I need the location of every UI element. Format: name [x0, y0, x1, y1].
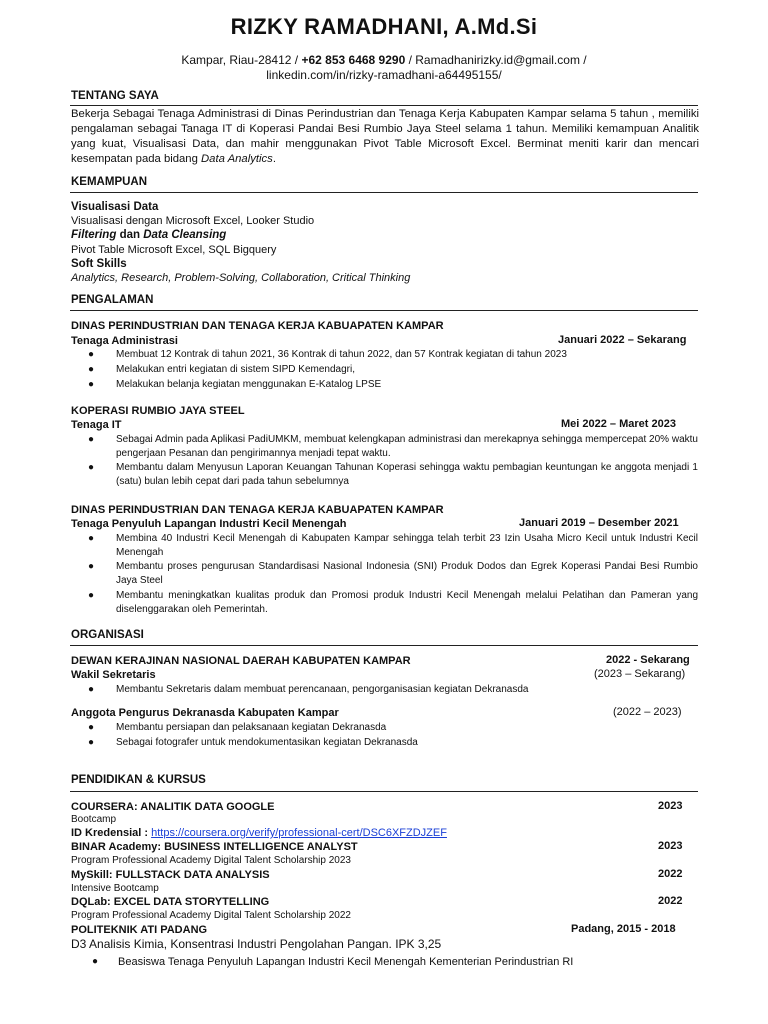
bullet-dot: ● [88, 684, 95, 695]
course-year: 2022 [658, 895, 683, 907]
org-role-2-bullet: Membantu persiapan dan pelaksanaan kegiatan Dekranasda [116, 722, 387, 733]
contact-email[interactable]: / Ramadhanirizky.id@gmail.com / [408, 53, 587, 67]
org-role-1-bullet: Membantu Sekretaris dalam membuat perencanaan, pengorganisasian kegiatan Dekranasda [116, 684, 529, 695]
bullet-dot: ● [88, 379, 95, 390]
skill-filtering-title [71, 228, 226, 242]
job-bullet: Membantu dalam Menyusun Laporan Keuangan Tahunan Koperasi sehingga waktu pembagian keuntungan ke anggota menjadi 1 (satu) bulan lebih cepat dari pada tahun sebelumnya [116, 462, 698, 487]
skill-filtering-a: Filtering [71, 229, 117, 241]
job-bullet: Melakukan belanja kegiatan menggunakan E-Katalog LPSE [116, 379, 382, 390]
section-divider [70, 192, 698, 193]
job-bullet: Melakukan entri kegiatan di sistem SIPD Kemendagri, [116, 364, 356, 375]
job-org: DINAS PERINDUSTRIAN DAN TENAGA KERJA KABUAPATEN KAMPAR [71, 320, 444, 332]
course-year: 2023 [658, 800, 683, 812]
bullet-dot: ● [88, 737, 95, 748]
section-divider [70, 645, 698, 646]
bullet-dot: ● [88, 533, 95, 544]
org-role-2: Anggota Pengurus Dekranasda Kabupaten Kampar [71, 707, 339, 719]
job-bullet: Membantu proses pengurusan Standardisasi Nasional Indonesia (SNI) Produk Dodos dan Egrek Koperasi Pandai Besi Rumbio Jaya Steel [116, 561, 698, 586]
section-title-education: PENDIDIKAN & KURSUS [71, 774, 206, 786]
job-period: Januari 2019 – Desember 2021 [519, 517, 679, 529]
job-bullet: Membuat 12 Kontrak di tahun 2021, 36 Kontrak di tahun 2022, dan 57 Kontrak kegiatan di tahun 2023 [116, 349, 567, 360]
course-desc: Program Professional Academy Digital Talent Scholarship 2023 [71, 855, 351, 866]
credential-label: ID Kredensial : [71, 827, 149, 839]
bullet-dot: ● [92, 956, 99, 967]
contact-location: Kampar, Riau-28412 / [181, 53, 299, 67]
school-bullet: Beasiswa Tenaga Penyuluh Lapangan Industri Kecil Menengah Kementerian Perindustrian RI [118, 956, 574, 968]
org-role-2-period: (2022 – 2023) [613, 706, 682, 718]
school-desc: D3 Analisis Kimia, Konsentrasi Industri Pengolahan Pangan. IPK 3,25 [71, 937, 442, 951]
course-title: DQLab: EXCEL DATA STORYTELLING [71, 896, 270, 908]
candidate-name: RIZKY RAMADHANI, A.Md.Si [230, 14, 538, 39]
bullet-dot: ● [88, 462, 95, 473]
org-period: 2022 - Sekarang [606, 654, 690, 666]
skill-filtering-c: Data Cleansing [143, 229, 227, 241]
section-title-about: TENTANG SAYA [71, 90, 159, 102]
section-title-organization: ORGANISASI [71, 629, 144, 641]
org-role-1: Wakil Sekretaris [71, 669, 156, 681]
job-org: KOPERASI RUMBIO JAYA STEEL [71, 405, 245, 417]
section-divider [70, 105, 698, 106]
course-title: BINAR Academy: BUSINESS INTELLIGENCE ANALYST [71, 841, 358, 853]
section-divider [70, 791, 698, 792]
job-bullet: Membina 40 Industri Kecil Menengah di Kabupaten Kampar sehingga telah terbit 23 Izin Usaha Micro Kecil untuk Industri Kecil Menengah [116, 533, 698, 558]
course-title: COURSERA: ANALITIK DATA GOOGLE [71, 801, 275, 813]
contact-linkedin[interactable]: linkedin.com/in/rizky-ramadhani-a64495155/ [266, 68, 502, 82]
skill-filtering-b: dan [119, 229, 141, 241]
section-title-skills: KEMAMPUAN [71, 176, 148, 188]
bullet-dot: ● [88, 722, 95, 733]
org-role-1-period: (2023 – Sekarang) [594, 668, 686, 680]
skill-soft-desc: Analytics, Research, Problem-Solving, Collaboration, Critical Thinking [71, 272, 411, 284]
job-org: DINAS PERINDUSTRIAN DAN TENAGA KERJA KABUAPATEN KAMPAR [71, 504, 444, 516]
course-credential [71, 826, 447, 840]
bullet-dot: ● [88, 561, 95, 572]
about-text-emphasis: Data Analytics [201, 153, 273, 165]
skill-visualization-desc: Visualisasi dengan Microsoft Excel, Looker Studio [71, 215, 315, 227]
section-title-experience: PENGALAMAN [71, 294, 154, 306]
job-bullet: Membantu meningkatkan kualitas produk dan Promosi produk Industri Kecil Menengah melalui Pelatihan dan Pameran yang diselenggarakan oleh Pemerintah. [116, 590, 698, 615]
job-period: Mei 2022 – Maret 2023 [561, 418, 676, 430]
job-role: Tenaga Penyuluh Lapangan Industri Kecil Menengah [71, 518, 347, 530]
course-year: 2022 [658, 868, 683, 880]
school-period: Padang, 2015 - 2018 [571, 923, 676, 935]
course-title: MySkill: FULLSTACK DATA ANALYSIS [71, 869, 270, 881]
about-text [71, 107, 699, 167]
school-title: POLITEKNIK ATI PADANG [71, 924, 208, 936]
job-role: Tenaga IT [71, 419, 122, 431]
skill-visualization-title: Visualisasi Data [71, 201, 159, 213]
contact-info [0, 53, 768, 83]
credential-link[interactable]: https://coursera.org/verify/professional-cert/DSC6XFZDJZEF [151, 827, 447, 839]
course-desc: Intensive Bootcamp [71, 883, 159, 894]
skill-soft-title: Soft Skills [71, 258, 127, 270]
bullet-dot: ● [88, 349, 95, 360]
section-divider [70, 310, 698, 311]
skill-filtering-desc: Pivot Table Microsoft Excel, SQL Bigquery [71, 244, 277, 256]
course-desc: Program Professional Academy Digital Talent Scholarship 2022 [71, 910, 351, 921]
job-role: Tenaga Administrasi [71, 335, 178, 347]
job-period: Januari 2022 – Sekarang [558, 334, 687, 346]
bullet-dot: ● [88, 434, 95, 445]
org-name: DEWAN KERAJINAN NASIONAL DAERAH KABUPATEN KAMPAR [71, 655, 411, 667]
bullet-dot: ● [88, 590, 95, 601]
about-text-end: . [272, 153, 276, 165]
bullet-dot: ● [88, 364, 95, 375]
job-bullet: Sebagai Admin pada Aplikasi PadiUMKM, membuat kelengkapan administrasi dan merekapnya sehingga mempercepat 20% waktu pengerjaan Pesanan dan pengirimannya menjadi tepat waktu. [116, 434, 698, 459]
course-year: 2023 [658, 840, 683, 852]
contact-phone: +62 853 6468 9290 [301, 53, 406, 67]
course-desc: Bootcamp [71, 814, 117, 825]
about-text-main: Bekerja Sebagai Tenaga Administrasi di Dinas Perindustrian dan Tenaga Kerja Kabupaten Kampar selama 5 tahun , memiliki pengalaman sebagai Tanaga IT di Koperasi Pandai Besi Rumbio Jaya Steel selama 1 tahun. Memiliki kemampuan Analitik yang kuat, Visualisasi Data, dan mahir menggunakan Pivot Table Microsoft Excel. Berminat meniti karir dan mencari kesempatan pada bidang [71, 108, 699, 165]
org-role-2-bullet: Sebagai fotografer untuk mendokumentasikan kegiatan Dekranasda [116, 737, 418, 748]
